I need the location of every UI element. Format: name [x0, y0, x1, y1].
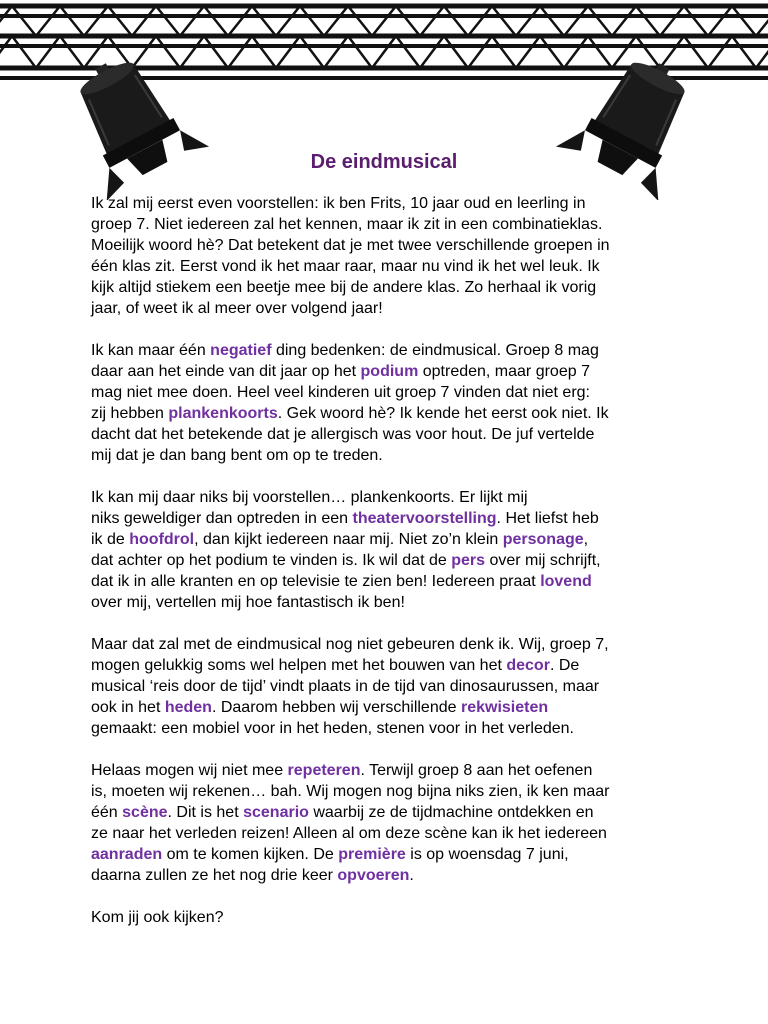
text-line — [91, 445, 691, 466]
text-line — [91, 592, 691, 613]
text-segment: mag niet mee doen. Heel veel kinderen uit groep 7 vinden dat niet erg: — [91, 384, 590, 401]
text-line — [91, 361, 691, 382]
paragraph-spacer — [91, 613, 691, 634]
text-segment: Maar dat zal met de eindmusical nog niet gebeuren denk ik. Wij, groep 7, — [91, 636, 609, 653]
text-line — [91, 718, 691, 739]
paragraph — [91, 907, 691, 928]
text-segment: ze naar het verleden reizen! Alleen al om deze scène kan ik het iedereen — [91, 825, 607, 842]
text-segment: mogen gelukkig soms wel helpen met het bouwen van het — [91, 657, 507, 674]
text-segment: Ik kan maar één — [91, 342, 211, 359]
text-segment: ik de — [91, 531, 130, 548]
text-segment: dat ik in alle kranten en op televisie te zien ben! Iedereen praat — [91, 573, 541, 590]
text-segment: één klas zit. Eerst vond ik het maar raar, maar nu vind ik het wel leuk. Ik — [91, 258, 600, 275]
text-line — [91, 256, 691, 277]
text-segment: daar aan het einde van dit jaar op het — [91, 363, 361, 380]
keyword: negatief — [210, 342, 272, 359]
text-segment: jaar, of weet ik al meer over volgend jaar! — [91, 300, 383, 317]
text-segment: musical ‘reis door de tijd’ vindt plaats in de tijd van dinosaurussen, maar — [91, 678, 600, 695]
text-segment: Kom jij ook kijken? — [91, 909, 224, 926]
text-segment: kijk altijd stiekem een beetje mee bij de andere klas. Zo herhaal ik vorig — [91, 279, 597, 296]
paragraph-spacer — [91, 886, 691, 907]
text-line — [91, 424, 691, 445]
text-line — [91, 802, 691, 823]
page-title: De eindmusical — [310, 151, 458, 173]
text-segment: . Daarom hebben wij verschillende — [211, 699, 461, 716]
paragraph — [91, 634, 691, 739]
text-line — [91, 214, 691, 235]
text-segment: ook in het — [91, 699, 165, 716]
text-line — [91, 634, 691, 655]
text-line — [91, 298, 691, 319]
text-segment: ding bedenken: de eindmusical. Groep 8 mag — [271, 342, 599, 359]
keyword: aanraden — [91, 846, 163, 863]
keyword: hoofdrol — [129, 531, 195, 548]
text-line — [91, 508, 691, 529]
text-segment: om te komen kijken. De — [162, 846, 339, 863]
paragraph — [91, 487, 691, 613]
text-line — [91, 865, 691, 886]
keyword: pers — [451, 552, 486, 569]
text-line — [91, 193, 691, 214]
text-segment: daarna zullen ze het nog drie keer — [91, 867, 338, 884]
text-line — [91, 571, 691, 592]
text-line — [91, 487, 691, 508]
text-line — [91, 382, 691, 403]
keyword: lovend — [540, 573, 592, 590]
text-segment: . Gek woord hè? Ik kende het eerst ook niet. Ik — [277, 405, 609, 422]
text-line — [91, 340, 691, 361]
text-segment: waarbij ze de tijdmachine ontdekken en — [308, 804, 594, 821]
paragraph — [91, 340, 691, 466]
text-line — [91, 550, 691, 571]
text-segment: . Terwijl groep 8 aan het oefenen — [360, 762, 593, 779]
text-segment: over mij schrijft, — [485, 552, 601, 569]
text-segment: , — [583, 531, 589, 548]
text-segment: Moeilijk woord hè? Dat betekent dat je met twee verschillende groepen in — [91, 237, 610, 254]
text-segment: optreden, maar groep 7 — [418, 363, 590, 380]
keyword: theatervoorstelling — [352, 510, 497, 527]
keyword: decor — [506, 657, 550, 674]
article-body — [91, 193, 691, 928]
text-line — [91, 655, 691, 676]
keyword: repeteren — [287, 762, 361, 779]
text-segment: . — [409, 867, 414, 884]
text-segment: Helaas mogen wij niet mee — [91, 762, 288, 779]
keyword: podium — [360, 363, 419, 380]
text-segment: dacht dat het betekende dat je allergisch was voor hout. De juf vertelde — [91, 426, 595, 443]
text-segment: gemaakt: een mobiel voor in het heden, stenen voor in het verleden. — [91, 720, 574, 737]
text-segment: is, moeten wij rekenen… bah. Wij mogen nog bijna niks zien, ik ken maar — [91, 783, 610, 800]
keyword: première — [338, 846, 406, 863]
text-segment: zij hebben — [91, 405, 169, 422]
text-line — [91, 235, 691, 256]
text-segment: niks geweldiger dan optreden in een — [91, 510, 353, 527]
text-segment: is op woensdag 7 juni, — [405, 846, 569, 863]
text-line — [91, 697, 691, 718]
text-line — [91, 907, 691, 928]
text-segment: , dan kijkt iedereen naar mij. Niet zo’n klein — [194, 531, 503, 548]
text-segment: . De — [549, 657, 580, 674]
keyword: rekwisieten — [460, 699, 549, 716]
text-segment: Ik kan mij daar niks bij voorstellen… plankenkoorts. Er lijkt mij — [91, 489, 528, 506]
paragraph — [91, 193, 691, 319]
paragraph — [91, 760, 691, 886]
keyword: plankenkoorts — [168, 405, 278, 422]
text-segment: . Het liefst heb — [496, 510, 599, 527]
keyword: scène — [122, 804, 168, 821]
text-line — [91, 403, 691, 424]
keyword: opvoeren — [337, 867, 410, 884]
keyword: heden — [164, 699, 212, 716]
keyword: personage — [502, 531, 584, 548]
text-line — [91, 529, 691, 550]
text-line — [91, 781, 691, 802]
text-segment: Ik zal mij eerst even voorstellen: ik ben Frits, 10 jaar oud en leerling in — [91, 195, 586, 212]
text-segment: dat achter op het podium te vinden is. Ik wil dat de — [91, 552, 452, 569]
keyword: scenario — [243, 804, 309, 821]
text-line — [91, 676, 691, 697]
paragraph-spacer — [91, 739, 691, 760]
spotlight-right-icon — [556, 39, 716, 200]
paragraph-spacer — [91, 466, 691, 487]
text-segment: over mij, vertellen mij hoe fantastisch ik ben! — [91, 594, 405, 611]
text-line — [91, 823, 691, 844]
text-segment: . Dit is het — [167, 804, 244, 821]
text-line — [91, 844, 691, 865]
text-segment: groep 7. Niet iedereen zal het kennen, maar ik zit in een combinatieklas. — [91, 216, 603, 233]
text-segment: één — [91, 804, 123, 821]
text-line — [91, 760, 691, 781]
text-segment: mij dat je dan bang bent om op te treden. — [91, 447, 383, 464]
text-line — [91, 277, 691, 298]
paragraph-spacer — [91, 319, 691, 340]
